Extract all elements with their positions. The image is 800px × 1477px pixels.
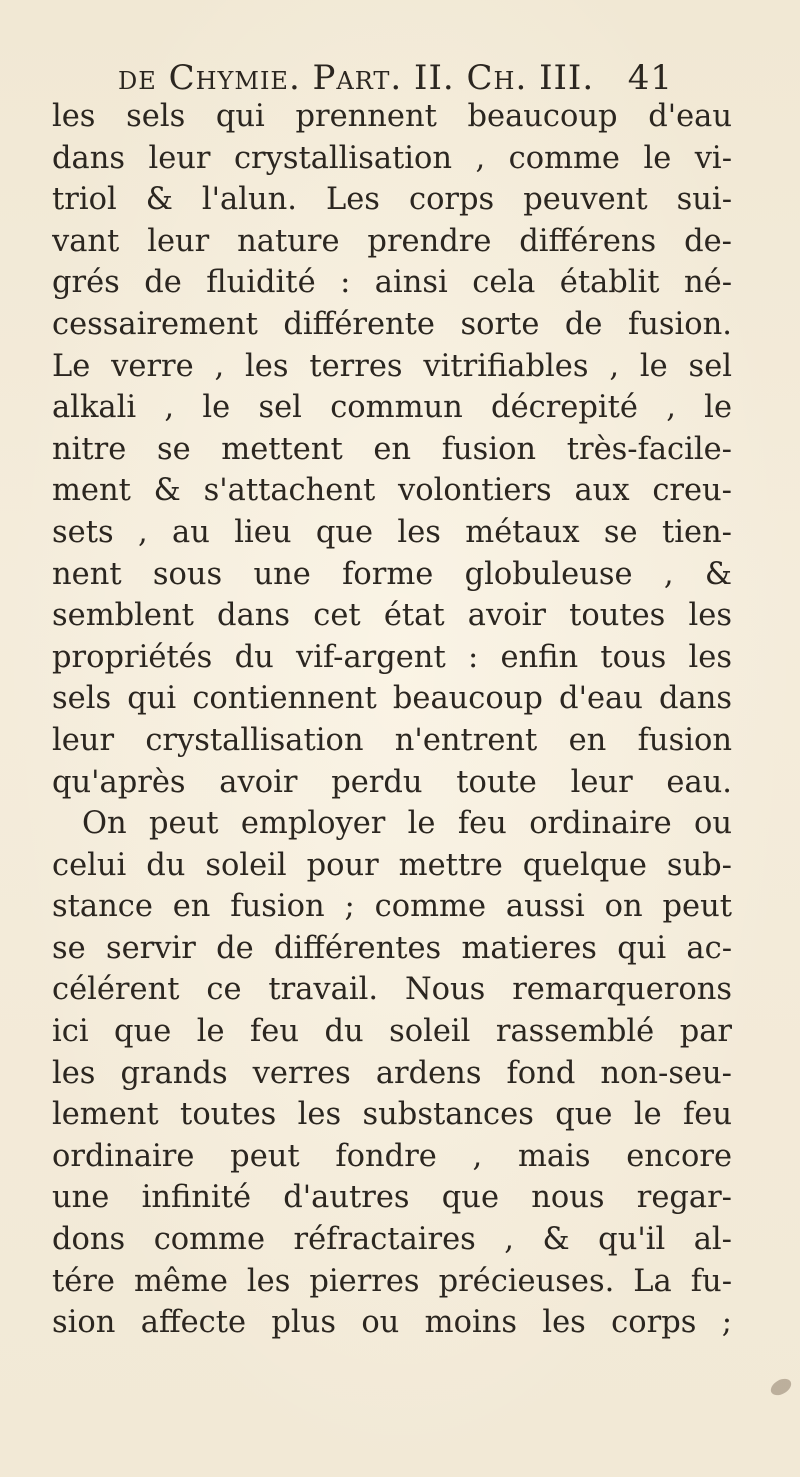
text-line: qu'après avoir perdu toute leur eau. xyxy=(52,764,732,800)
text-line: dans leur crystallisation , comme le vi- xyxy=(52,140,732,176)
page-number: 41 xyxy=(627,58,673,98)
text-line: Le verre , les terres vitrifiables , le sel xyxy=(52,348,732,384)
text-line: leur crystallisation n'entrent en fusion xyxy=(52,722,732,758)
running-head xyxy=(118,58,594,98)
text-line: grés de fluidité : ainsi cela établit né- xyxy=(52,265,732,301)
text-line: une infinité d'autres que nous regar- xyxy=(52,1180,732,1216)
text-line: triol & l'alun. Les corps peuvent sui- xyxy=(52,182,732,218)
text-line: célérent ce travail. Nous remarquerons xyxy=(52,972,732,1008)
text-line: nent sous une forme globuleuse , & xyxy=(52,556,732,592)
text-line: vant leur nature prendre différens de- xyxy=(52,223,732,259)
text-line: sels qui contiennent beaucoup d'eau dans xyxy=(52,681,732,717)
text-line: lement toutes les substances que le feu xyxy=(52,1097,732,1133)
running-head-prefix: de xyxy=(118,58,157,98)
body-text xyxy=(52,96,732,1344)
text-line: semblent dans cet état avoir toutes les xyxy=(52,598,732,634)
text-line: nitre se mettent en fusion très-facile- xyxy=(52,431,732,467)
paper-stain xyxy=(768,1375,794,1398)
text-line: se servir de différentes matieres qui ac- xyxy=(52,930,732,966)
paragraph-first-line: On peut employer le feu ordinaire ou xyxy=(82,806,732,842)
text-line: sion affecte plus ou moins les corps ; xyxy=(52,1305,732,1341)
text-line: propriétés du vif-argent : enfin tous les xyxy=(52,639,732,675)
text-line: dons comme réfractaires , & qu'il al- xyxy=(52,1222,732,1258)
text-line: cessairement différente sorte de fusion. xyxy=(52,306,732,342)
text-line: stance en fusion ; comme aussi on peut xyxy=(52,889,732,925)
text-line: les sels qui prennent beaucoup d'eau xyxy=(52,99,732,134)
text-line: ment & s'attachent volontiers aux creu- xyxy=(52,473,732,509)
text-line: alkali , le sel commun décrepité , le xyxy=(52,390,732,426)
text-line: sets , au lieu que les métaux se tien- xyxy=(52,514,732,550)
text-line: ordinaire peut fondre , mais encore xyxy=(52,1138,732,1174)
running-head-title: Chymie. Part. II. Ch. III. xyxy=(168,58,595,98)
text-line: ici que le feu du soleil rassemblé par xyxy=(52,1014,732,1050)
text-line: tére même les pierres précieuses. La fu- xyxy=(52,1263,732,1299)
text-line: celui du soleil pour mettre quelque sub- xyxy=(52,847,732,883)
text-line: les grands verres ardens fond non-seu- xyxy=(52,1055,732,1091)
